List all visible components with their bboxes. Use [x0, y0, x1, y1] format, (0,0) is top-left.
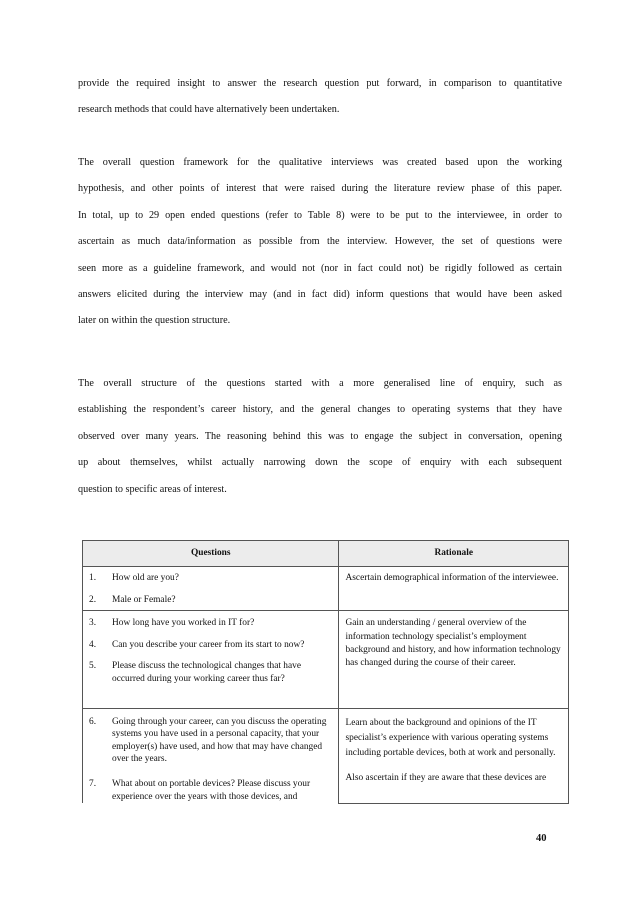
table-row: [83, 708, 569, 803]
question-item: [83, 716, 338, 766]
text-line: observed over many years. The reasoning behind this was to engage the subject in conversation, opening: [78, 430, 562, 442]
question-text: Going through your career, can you discuss the operating systems you have used in a personal capacity, that your employer(s) have used, and how that may have changed over the years.: [112, 716, 327, 765]
table-row: [83, 611, 569, 708]
question-text: What about on portable devices? Please discuss your experience over the years with those devices, and: [112, 778, 311, 802]
question-item: [83, 594, 338, 607]
text-line: The overall structure of the questions started with a more generalised line of enquiry, such as: [78, 378, 562, 389]
question-text: Male or Female?: [112, 594, 176, 605]
text-line: later on within the question structure.: [78, 315, 231, 327]
text-line: research methods that could have alternatively been undertaken.: [78, 104, 340, 116]
header-questions: Questions: [83, 541, 339, 567]
page-number: 40: [536, 833, 547, 844]
table-header-row: [83, 541, 569, 567]
question-text: Can you describe your career from its start to now?: [112, 639, 305, 650]
question-text: How long have you worked in IT for?: [112, 618, 255, 629]
text-line: establishing the respondent’s career history, and the general changes to operating systems that they have: [78, 404, 562, 416]
text-line: seen more as a guideline framework, and would not (nor in fact could not) be rigidly followed as certain: [78, 262, 562, 274]
text-line: provide the required insight to answer the research question put forward, in comparison to quantitative: [78, 78, 562, 89]
question-text: How old are you?: [112, 573, 179, 583]
question-number: 6.: [89, 716, 97, 727]
question-item: [83, 778, 338, 803]
question-number: 5.: [89, 661, 97, 672]
question-number: 3.: [89, 618, 97, 629]
paragraph-3: [78, 371, 562, 503]
question-number: 1.: [89, 573, 97, 583]
questions-cell: [83, 708, 339, 803]
text-line: In total, up to 29 open ended questions (refer to Table 8) were to be put to the interviewee, in order to: [78, 209, 562, 221]
rationale-text: Ascertain demographical information of the interviewee.: [345, 573, 559, 583]
text-line: up about themselves, whilst actually narrowing down the scope of enquiry with each subsequent: [78, 457, 562, 469]
rationale-text: Gain an understanding / general overview of the information technology specialist’s employment background and history, and how information technology has changed during the course of their career.: [345, 618, 561, 669]
question-number: 4.: [89, 639, 97, 650]
question-item: [83, 617, 338, 630]
rationale-text: Also ascertain if they are aware that these devices are: [345, 772, 547, 783]
paragraph-1: [78, 71, 562, 124]
question-number: 7.: [89, 778, 97, 789]
questions-cell: [83, 611, 339, 708]
question-item: [83, 572, 338, 585]
text-line: hypothesis, and other points of interest that were raised during the literature review phase of this paper.: [78, 183, 562, 195]
rationale-text: Learn about the background and opinions of the IT specialist’s experience with various operating systems including portable devices, both at work and personally.: [345, 717, 556, 759]
questions-cell: [83, 567, 339, 611]
question-item: [83, 660, 338, 685]
text-line: question to specific areas of interest.: [78, 483, 227, 495]
table-row: [83, 567, 569, 611]
paragraph-2: [78, 150, 562, 335]
rationale-cell: [339, 611, 569, 708]
question-text: Please discuss the technological changes that have occurred during your working career thus far?: [112, 661, 302, 684]
rationale-cell: [339, 708, 569, 803]
text-line: answers elicited during the interview may (and in fact did) inform questions that would have been asked: [78, 289, 562, 301]
question-item: [83, 639, 338, 652]
rationale-cell: [339, 567, 569, 611]
header-rationale: Rationale: [339, 541, 569, 567]
questions-table: [82, 540, 569, 804]
text-line: ascertain as much data/information as possible from the interview. However, the set of questions were: [78, 236, 562, 248]
text-line: The overall question framework for the qualitative interviews was created based upon the working: [78, 157, 562, 168]
question-number: 2.: [89, 594, 97, 605]
